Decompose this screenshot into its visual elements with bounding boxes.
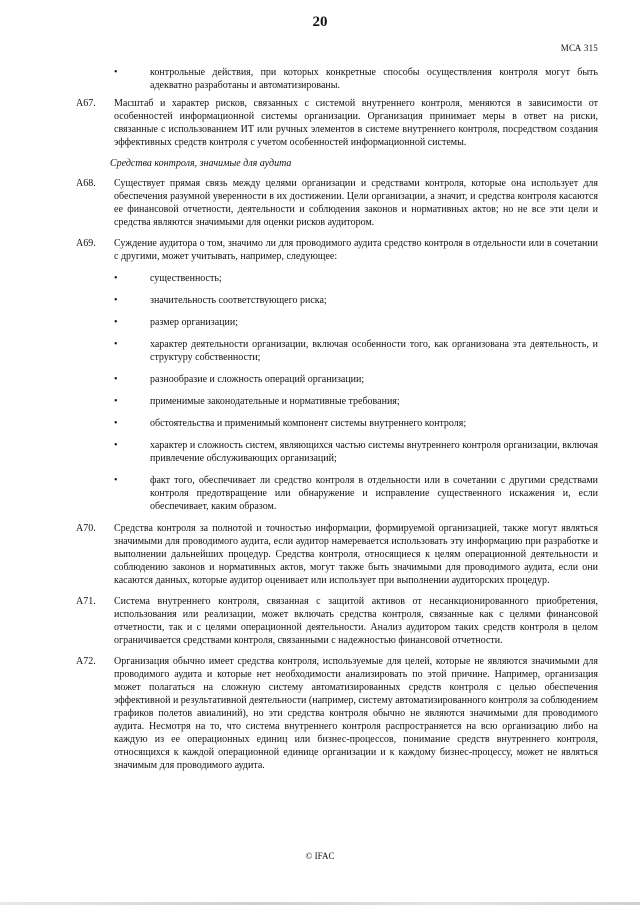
list-item — [114, 395, 598, 408]
bullet-text: характер деятельности организации, включая особенности того, как организована эта деятельность, и структуру собственности; — [150, 339, 598, 363]
bullet-text: обстоятельства и применимый компонент системы внутреннего контроля; — [150, 418, 467, 429]
bullet-icon: • — [114, 339, 118, 350]
list-item — [114, 66, 598, 92]
paragraph-number: А67. — [76, 98, 96, 109]
paragraph-a68 — [76, 177, 598, 229]
list-item — [114, 474, 598, 513]
paragraph-number: А68. — [76, 178, 96, 189]
paragraph-text: Масштаб и характер рисков, связанных с системой внутреннего контроля, меняются в зависимости от особенностей информационной системы организации. Организация принимает меры в ответ на риски, связанные с использованием ИТ или ручных элементов в системе внутреннего контроля, посредством создания эффективных средств контроля с учетом особенностей информационной системы. — [114, 98, 598, 148]
page-content — [76, 66, 598, 780]
paragraph-number: А69. — [76, 238, 96, 249]
list-item — [114, 417, 598, 430]
paragraph-number: А71. — [76, 596, 96, 607]
bullet-icon: • — [114, 440, 118, 451]
bullet-icon: • — [114, 67, 118, 78]
bullet-text: значительность соответствующего риска; — [150, 295, 327, 306]
paragraph-number: А70. — [76, 523, 96, 534]
list-item — [114, 272, 598, 285]
list-item — [114, 439, 598, 465]
list-item — [114, 294, 598, 307]
bullet-text: контрольные действия, при которых конкретные способы осуществления контроля могут быть адекватно разработаны и автоматизированы. — [150, 67, 598, 91]
a69-bullet-list — [114, 272, 598, 513]
bullet-icon: • — [114, 295, 118, 306]
paragraph-a67 — [76, 97, 598, 149]
bullet-icon: • — [114, 273, 118, 284]
bullet-text: применимые законодательные и нормативные требования; — [150, 396, 400, 407]
bullet-icon: • — [114, 374, 118, 385]
paragraph-text: Организация обычно имеет средства контроля, используемые для целей, которые не являются значимыми для проводимого аудита и которые нет необходимости анализировать по этой причине. Например, организация может полагаться на сложную систему автоматизированных средств контроля с целью обеспечения эффективной и результативной деятельности (например, систему автоматизированного контроля за соблюдением графиков полетов авиалиний), но эти средства контроля обычно не являются значимыми для проводимого аудита. Несмотря на то, что система внутреннего контроля распространяется на всю организацию либо на каждую из ее операционных единиц или бизнес-процессов, понимание средств внутреннего контроля, относящихся к каждой операционной единице организации и к каждому бизнес-процессу, может не являться значимым для проводимого аудита. — [114, 656, 598, 771]
list-item — [114, 316, 598, 329]
list-item — [114, 338, 598, 364]
bullet-text: разнообразие и сложность операций организации; — [150, 374, 365, 385]
standard-code: МСА 315 — [560, 43, 598, 53]
bullet-text: факт того, обеспечивает ли средство контроля в отдельности или в сочетании с другими средствами контроля предотвращение или обнаружение и исправление существенного искажения и, если обеспечивает, каким образом. — [150, 475, 598, 512]
paragraph-number: А72. — [76, 656, 96, 667]
copyright-footer: © IFAC — [305, 851, 335, 861]
bullet-icon: • — [114, 475, 118, 486]
bullet-icon: • — [114, 418, 118, 429]
paragraph-a72 — [76, 655, 598, 772]
paragraph-a70 — [76, 522, 598, 587]
list-item — [114, 373, 598, 386]
bullet-text: размер организации; — [150, 317, 238, 328]
section-subheading: Средства контроля, значимые для аудита — [110, 158, 292, 169]
paragraph-a71 — [76, 595, 598, 647]
paragraph-text: Средства контроля за полнотой и точностью информации, формируемой организацией, также могут являться значимыми для проводимого аудита, если аудитор намеревается использовать эту информацию при разработке и выполнении дальнейших процедур. Средства контроля, относящиеся к целям операционной деятельности и соблюдению законов и нормативных актов, могут также быть значимыми для проводимого аудита, если они касаются данных, которые аудитор оценивает или использует при выполнении аудиторских процедур. — [114, 523, 598, 586]
bullet-icon: • — [114, 396, 118, 407]
bullet-text: существенность; — [150, 273, 222, 284]
bullet-text: характер и сложность систем, являющихся частью системы внутреннего контроля организации, включая привлечение обслуживающих организаций; — [150, 440, 598, 464]
paragraph-text: Суждение аудитора о том, значимо ли для проводимого аудита средство контроля в отдельности или в сочетании с другими, может учитывать, например, следующее: — [114, 238, 598, 262]
paragraph-a69 — [76, 237, 598, 263]
paragraph-text: Существует прямая связь между целями организации и средствами контроля, которые она использует для обеспечения разумной уверенности в их достижении. Цели организации, а значит, и средства контроля касаются ее финансовой отчетности, деятельности и соблюдения законов и нормативных актов; но не все эти цели и средства являются значимыми для оценки рисков аудитором. — [114, 178, 598, 228]
paragraph-text: Система внутреннего контроля, связанная с защитой активов от несанкционированного приобретения, использования или реализации, может включать средства контроля, связанные как с целями финансовой отчетности, так и с целями операционной деятельности. Анализ аудитором таких средств контроля в целом ограничивается средствами контроля, связанными с надежностью финансовой отчетности. — [114, 596, 598, 646]
bullet-icon: • — [114, 317, 118, 328]
page-number: 20 — [312, 14, 328, 30]
